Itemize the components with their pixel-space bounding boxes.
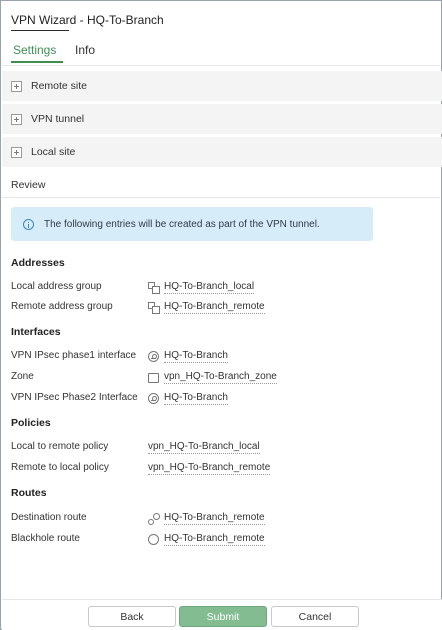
row-key: Destination route	[11, 512, 87, 523]
expand-plus-icon[interactable]	[11, 81, 22, 92]
table-row	[11, 533, 431, 547]
tab-settings[interactable]: Settings	[13, 43, 57, 57]
row-value	[148, 281, 254, 294]
routes-heading: Routes	[11, 487, 47, 499]
row-value	[148, 301, 265, 314]
review-heading: Review	[11, 179, 46, 191]
table-row	[11, 462, 431, 476]
cancel-button[interactable]: Cancel	[271, 606, 359, 627]
row-key: Local address group	[11, 281, 102, 292]
info-banner	[11, 207, 373, 241]
row-value	[148, 533, 265, 546]
table-row	[11, 512, 431, 526]
section-vpn-tunnel[interactable]	[2, 104, 442, 134]
table-row	[11, 392, 431, 406]
addresses-heading: Addresses	[11, 257, 65, 269]
section-local-site[interactable]	[2, 137, 442, 167]
phase2-interface-link[interactable]: HQ-To-Branch	[164, 392, 228, 403]
row-value	[148, 462, 270, 475]
phase1-interface-link[interactable]: HQ-To-Branch	[164, 350, 228, 361]
row-key: VPN IPsec phase1 interface	[11, 350, 137, 361]
row-value	[148, 371, 277, 384]
local-address-group-link[interactable]: HQ-To-Branch_local	[164, 281, 255, 292]
table-row	[11, 350, 431, 364]
local-to-remote-policy-link[interactable]: vpn_HQ-To-Branch_local	[148, 441, 260, 452]
row-key: Local to remote policy	[11, 441, 109, 452]
destination-route-link[interactable]: HQ-To-Branch_remote	[164, 512, 265, 523]
active-tab-indicator	[11, 61, 63, 63]
section-remote-site[interactable]	[2, 71, 442, 101]
policies-heading: Policies	[11, 417, 51, 429]
interfaces-heading: Interfaces	[11, 326, 61, 338]
info-icon	[23, 219, 34, 230]
row-key: Remote address group	[11, 301, 113, 312]
table-row	[11, 301, 431, 315]
row-key: Remote to local policy	[11, 462, 109, 473]
address-group-icon	[148, 282, 159, 293]
zone-icon	[148, 373, 159, 383]
table-row	[11, 281, 431, 295]
blackhole-icon	[148, 534, 159, 545]
review-divider	[2, 197, 440, 198]
row-value	[148, 392, 228, 405]
table-row	[11, 371, 431, 385]
title-underline	[11, 30, 69, 31]
address-group-icon	[148, 302, 159, 313]
expand-plus-icon[interactable]	[11, 114, 22, 125]
remote-address-group-link[interactable]: HQ-To-Branch_remote	[164, 301, 265, 312]
row-key: VPN IPsec Phase2 Interface	[11, 392, 138, 403]
zone-link[interactable]: vpn_HQ-To-Branch_zone	[164, 371, 277, 382]
info-text: The following entries will be created as part of the VPN tunnel.	[44, 218, 320, 230]
expand-plus-icon[interactable]	[11, 147, 22, 158]
dialog-title: VPN Wizard - HQ-To-Branch	[11, 13, 164, 27]
table-row	[11, 441, 431, 455]
row-value	[148, 441, 260, 454]
row-value	[148, 350, 228, 363]
back-button[interactable]: Back	[88, 606, 176, 627]
tunnel-icon	[148, 393, 159, 404]
tab-info[interactable]: Info	[75, 43, 96, 57]
section-label: Remote site	[31, 80, 88, 92]
section-label: Local site	[31, 146, 76, 158]
blackhole-route-link[interactable]: HQ-To-Branch_remote	[164, 533, 265, 544]
submit-button[interactable]: Submit	[179, 606, 267, 627]
route-icon	[148, 513, 159, 524]
dialog-footer	[2, 599, 442, 630]
row-value	[148, 512, 265, 525]
row-key: Blackhole route	[11, 533, 80, 544]
remote-to-local-policy-link[interactable]: vpn_HQ-To-Branch_remote	[148, 462, 271, 473]
tabs-divider	[2, 65, 440, 66]
tunnel-icon	[148, 351, 159, 362]
section-label: VPN tunnel	[31, 113, 85, 125]
row-key: Zone	[11, 371, 34, 382]
